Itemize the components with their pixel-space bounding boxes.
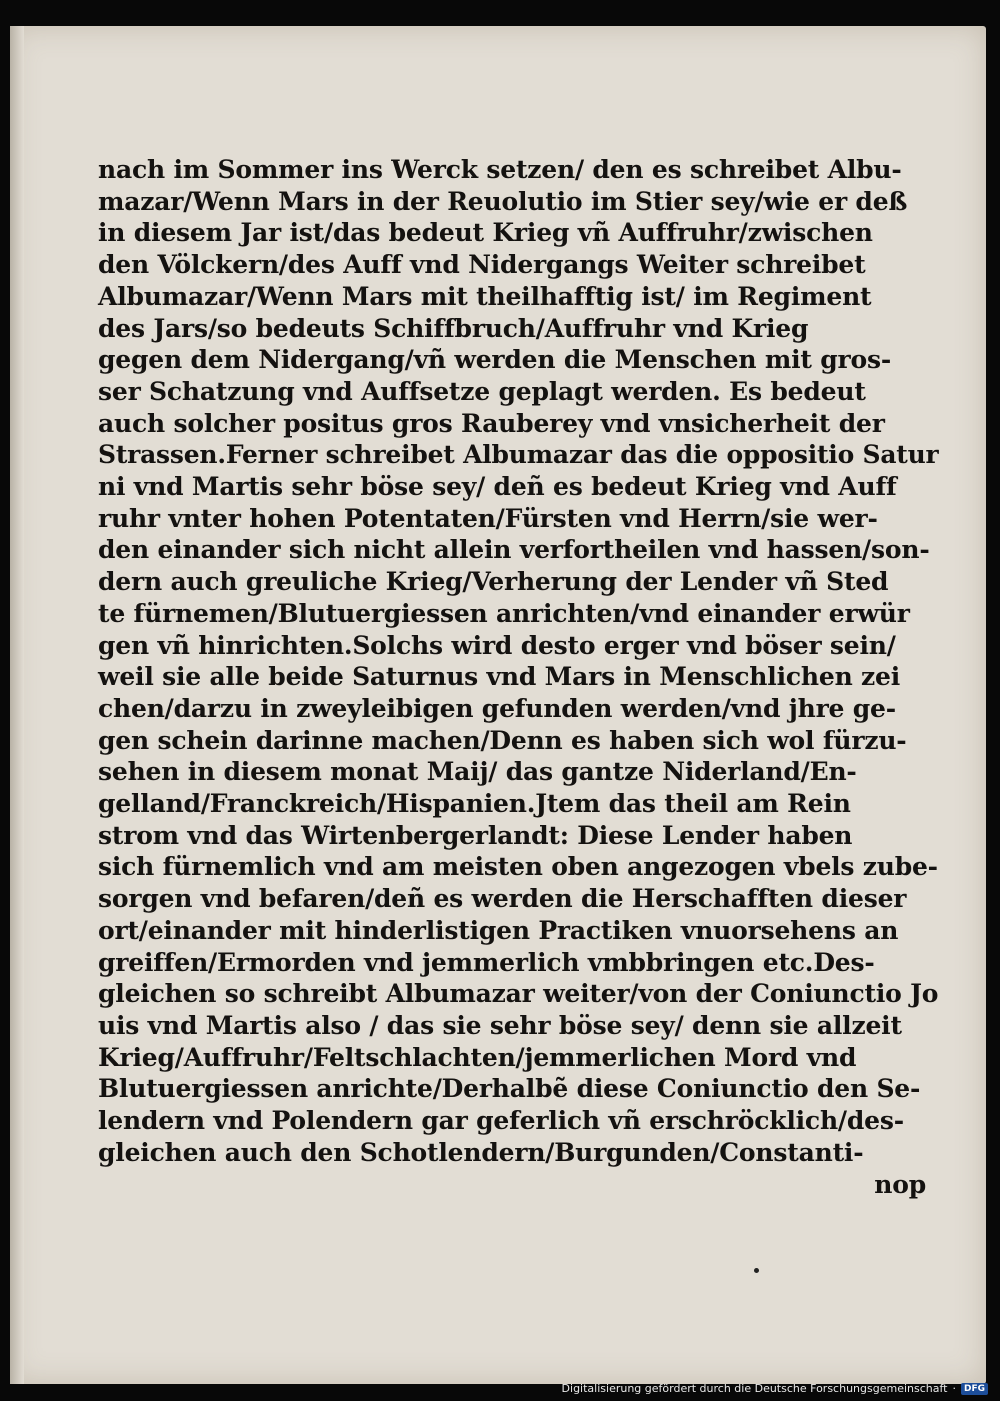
text-line: des Jars/so bedeuts Schiffbruch/Auffruhr vnd Krieg — [98, 313, 809, 343]
text-line: Krieg/Auffruhr/Feltschlachten/jemmerlichen Mord vnd — [98, 1042, 857, 1072]
text-line: uis vnd Martis also / das sie sehr böse sey/ denn sie allzeit — [98, 1010, 902, 1040]
text-line: gelland/Franckreich/Hispanien.Jtem das theil am Rein — [98, 789, 851, 819]
text-line: lendern vnd Polendern gar geferlich vñ erschröcklich/des- — [98, 1106, 904, 1136]
text-line: den Völckern/des Auff vnd Nidergangs Weiter schreibet — [98, 250, 866, 280]
catchword: nop — [874, 1169, 926, 1199]
ink-speck — [754, 1268, 759, 1273]
text-line: gleichen auch den Schotlendern/Burgunden/Constanti- — [98, 1137, 864, 1167]
text-line: weil sie alle beide Saturnus vnd Mars in Menschlichen zei — [98, 662, 901, 692]
text-line: strom vnd das Wirtenbergerlandt: Diese Lender haben — [98, 820, 853, 850]
page-binding-edge — [10, 26, 24, 1384]
dfg-logo-icon[interactable]: DFG — [961, 1383, 988, 1395]
text-line: den einander sich nicht allein verfortheilen vnd hassen/son- — [98, 535, 930, 565]
text-line: dern auch greuliche Krieg/Verherung der Lender vñ Sted — [98, 567, 889, 597]
text-line: chen/darzu in zweyleibigen gefunden werden/vnd jhre ge- — [98, 693, 896, 723]
text-line: in diesem Jar ist/das bedeut Krieg vñ Auffruhr/zwischen — [98, 218, 873, 248]
text-line: Strassen.Ferner schreibet Albumazar das die oppositio Satur — [98, 440, 939, 470]
footer-credit-text: Digitalisierung gefördert durch die Deutsche Forschungsgemeinschaft — [561, 1382, 948, 1395]
text-line: sorgen vnd befaren/deñ es werden die Herschafften dieser — [98, 884, 907, 914]
text-line: sich fürnemlich vnd am meisten oben angezogen vbels zube- — [98, 852, 938, 882]
text-line: gleichen so schreibt Albumazar weiter/von der Coniunctio Jo — [98, 979, 939, 1009]
text-line: greiffen/Ermorden vnd jemmerlich vmbbringen etc.Des- — [98, 947, 875, 977]
text-line: ser Schatzung vnd Auffsetze geplagt werden. Es bedeut — [98, 376, 866, 406]
text-line: auch solcher positus gros Rauberey vnd vnsicherheit der — [98, 408, 885, 438]
text-line: te fürnemen/Blutuergiessen anrichten/vnd einander erwür — [98, 598, 910, 628]
text-line: ruhr vnter hohen Potentaten/Fürsten vnd Herrn/sie wer- — [98, 503, 878, 533]
text-line: gen vñ hinrichten.Solchs wird desto erger vnd böser sein/ — [98, 630, 896, 660]
text-line: sehen in diesem monat Maij/ das gantze Niderland/En- — [98, 757, 857, 787]
text-line: ort/einander mit hinderlistigen Practiken vnuorsehens an — [98, 915, 899, 945]
text-line: ni vnd Martis sehr böse sey/ deñ es bedeut Krieg vnd Auff — [98, 472, 897, 502]
footer-separator: · — [952, 1382, 956, 1395]
text-line: gen schein darinne machen/Denn es haben sich wol fürzu- — [98, 725, 907, 755]
text-line: Albumazar/Wenn Mars mit theilhafftig ist/ im Regiment — [98, 281, 872, 311]
text-line: mazar/Wenn Mars in der Reuolutio im Stier sey/wie er deß — [98, 186, 908, 216]
text-line: gegen dem Nidergang/vñ werden die Menschen mit gros- — [98, 345, 892, 375]
text-line: Blutuergiessen anrichte/Derhalbẽ diese Coniunctio den Se- — [98, 1074, 921, 1104]
page-text-block — [98, 154, 938, 1200]
text-line: nach im Sommer ins Werck setzen/ den es schreibet Albu- — [98, 155, 902, 184]
digitization-footer — [562, 1382, 988, 1395]
book-page — [10, 26, 986, 1384]
